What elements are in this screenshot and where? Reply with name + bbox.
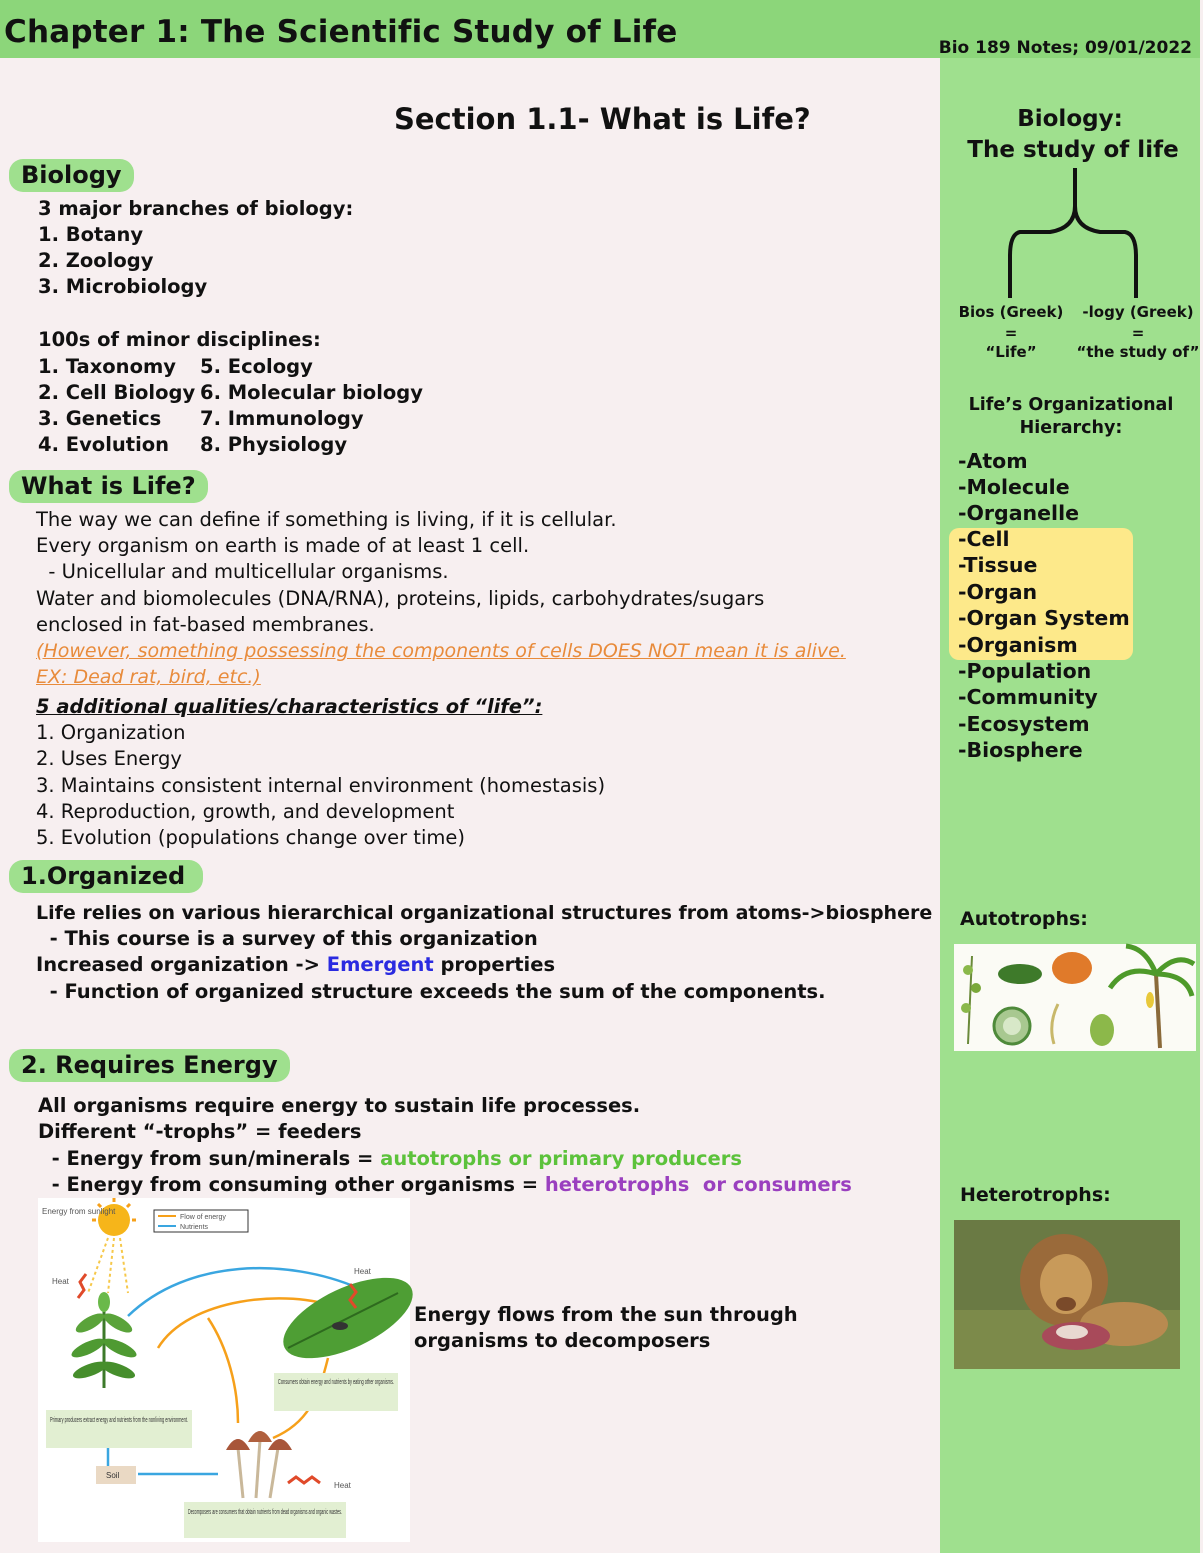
branch-item: 2. Zoology xyxy=(38,249,154,272)
decomposers-box xyxy=(184,1502,346,1538)
legend-nutrients: Nutrients xyxy=(180,1224,209,1231)
organized-text: Increased organization -> xyxy=(36,953,327,976)
equals-sign: = xyxy=(1004,324,1018,342)
decomposers-text: Decomposers are consumers that obtain nutrients from dead organisms and organic wastes. xyxy=(188,1509,343,1516)
diagram-caption: Energy flows from the sun through xyxy=(414,1303,798,1326)
heat-label: Heat xyxy=(334,1481,351,1490)
insect-icon xyxy=(332,1322,348,1330)
energy-heading: 2. Requires Energy xyxy=(9,1049,290,1082)
hierarchy-item: -Atom xyxy=(958,449,1028,473)
heat-squiggle-icon xyxy=(288,1477,320,1483)
energy-line: All organisms require energy to sustain life processes. xyxy=(38,1094,641,1117)
hierarchy-item: -Community xyxy=(958,685,1098,709)
energy-line xyxy=(38,1172,852,1198)
life-line: enclosed in fat-based membranes. xyxy=(36,613,375,636)
mushroom-icon xyxy=(226,1431,292,1498)
life-line: Every organism on earth is made of at least 1 cell. xyxy=(36,534,530,557)
sunlight-rays-icon xyxy=(88,1238,128,1293)
hierarchy-item: -Organism xyxy=(958,633,1078,657)
hierarchy-item: -Organ System xyxy=(958,606,1130,630)
minor-item: 7. Immunology xyxy=(200,407,364,430)
producers-text: Primary producers extract energy and nutrients from the nonliving environment. xyxy=(50,1417,189,1424)
chapter-title: Chapter 1: The Scientific Study of Life xyxy=(4,14,678,50)
minor-item: 2. Cell Biology xyxy=(38,381,196,404)
section-title: Section 1.1- What is Life? xyxy=(394,102,811,136)
plant-icon xyxy=(69,1292,139,1388)
life-line: The way we can define if something is living, if it is cellular. xyxy=(36,508,617,531)
hierarchy-item: -Biosphere xyxy=(958,738,1083,762)
energy-line: Different “-trophs” = feeders xyxy=(38,1120,362,1143)
energy-flow-diagram xyxy=(38,1198,410,1542)
hierarchy-item: -Organelle xyxy=(958,501,1080,525)
what-is-life-heading: What is Life? xyxy=(9,470,208,503)
hierarchy-item: -Molecule xyxy=(958,475,1070,499)
organized-heading: 1.Organized xyxy=(9,860,203,893)
logy-label: -logy (Greek) xyxy=(1082,303,1194,321)
energy-flow-svg xyxy=(38,1198,410,1542)
energy-text: - Energy from sun/minerals = xyxy=(38,1147,381,1170)
qualities-heading: 5 additional qualities/characteristics of “life”: xyxy=(36,695,543,718)
diagram-caption: organisms to decomposers xyxy=(414,1329,711,1352)
autotroph-term: autotrophs or primary producers xyxy=(380,1147,742,1170)
soil-label: Soil xyxy=(106,1471,120,1480)
sun-label: Energy from sunlight xyxy=(42,1207,116,1216)
bracket-icon xyxy=(1000,166,1150,300)
energy-line xyxy=(38,1146,742,1172)
autotrophs-image xyxy=(954,944,1196,1051)
quality-item: 1. Organization xyxy=(36,721,186,744)
minor-item: 6. Molecular biology xyxy=(200,381,423,404)
heterotroph-term: heterotrophs or consumers xyxy=(544,1173,852,1196)
legend-energy: Flow of energy xyxy=(180,1214,226,1221)
organized-line xyxy=(36,952,555,978)
heterotrophs-label: Heterotrophs: xyxy=(960,1184,1111,1206)
notes-meta: Bio 189 Notes; 09/01/2022 xyxy=(938,38,1192,58)
sidebar-title: Biology: xyxy=(1017,106,1123,132)
quality-item: 4. Reproduction, growth, and development xyxy=(36,800,455,823)
minor-item: 8. Physiology xyxy=(200,433,348,456)
minor-intro: 100s of minor disciplines: xyxy=(38,328,321,351)
hierarchy-item: -Organ xyxy=(958,580,1038,604)
minor-item: 4. Evolution xyxy=(38,433,170,456)
consumers-text: Consumers obtain energy and nutrients by eating other organisms. xyxy=(278,1379,395,1386)
equals-sign: = xyxy=(1131,324,1145,342)
minor-item: 3. Genetics xyxy=(38,407,162,430)
branch-item: 3. Microbiology xyxy=(38,275,208,298)
energy-arrow-icon xyxy=(208,1318,238,1423)
heat-label: Heat xyxy=(52,1277,69,1286)
bios-label: Bios (Greek) xyxy=(958,303,1064,321)
caveat-line: (However, something possessing the components of cells DOES NOT mean it is alive. xyxy=(36,640,846,662)
hierarchy-item: -Cell xyxy=(958,527,1010,551)
lion-icon xyxy=(954,1220,1180,1369)
quality-item: 5. Evolution (populations change over time) xyxy=(36,826,465,849)
organized-text: properties xyxy=(433,953,556,976)
branch-item: 1. Botany xyxy=(38,223,144,246)
heterotrophs-image xyxy=(954,1220,1180,1369)
autotroph-plants-icon xyxy=(954,944,1196,1051)
leaf-icon xyxy=(272,1261,424,1375)
branches-intro: 3 major branches of biology: xyxy=(38,197,354,220)
organized-line: Life relies on various hierarchical organizational structures from atoms->biosphere xyxy=(36,902,933,924)
organized-line: - Function of organized structure exceeds the sum of the components. xyxy=(36,980,826,1003)
life-line: - Unicellular and multicellular organisms. xyxy=(36,560,449,583)
organized-line: - This course is a survey of this organization xyxy=(36,927,538,950)
life-line: Water and biomolecules (DNA/RNA), proteins, lipids, carbohydrates/sugars xyxy=(36,587,765,610)
hierarchy-title: Hierarchy: xyxy=(1019,418,1123,438)
quality-item: 2. Uses Energy xyxy=(36,747,182,770)
producers-box xyxy=(46,1410,192,1448)
minor-item: 5. Ecology xyxy=(200,355,313,378)
hierarchy-item: -Ecosystem xyxy=(958,712,1090,736)
hierarchy-item: -Tissue xyxy=(958,553,1038,577)
minor-item: 1. Taxonomy xyxy=(38,355,176,378)
quality-item: 3. Maintains consistent internal environment (homestasis) xyxy=(36,774,606,797)
hierarchy-item: -Population xyxy=(958,659,1092,683)
autotrophs-label: Autotrophs: xyxy=(960,908,1088,930)
heat-label: Heat xyxy=(354,1267,371,1276)
sidebar-subtitle: The study of life xyxy=(967,137,1179,163)
heat-squiggle-icon xyxy=(78,1274,86,1298)
caveat-line: EX: Dead rat, bird, etc.) xyxy=(36,666,261,688)
life-meaning: “Life” xyxy=(985,343,1037,361)
biology-heading: Biology xyxy=(9,159,134,192)
study-meaning: “the study of” xyxy=(1076,343,1200,361)
hierarchy-title: Life’s Organizational xyxy=(968,395,1174,415)
emergent-term: Emergent xyxy=(326,953,434,976)
energy-text: - Energy from consuming other organisms = xyxy=(38,1173,545,1196)
